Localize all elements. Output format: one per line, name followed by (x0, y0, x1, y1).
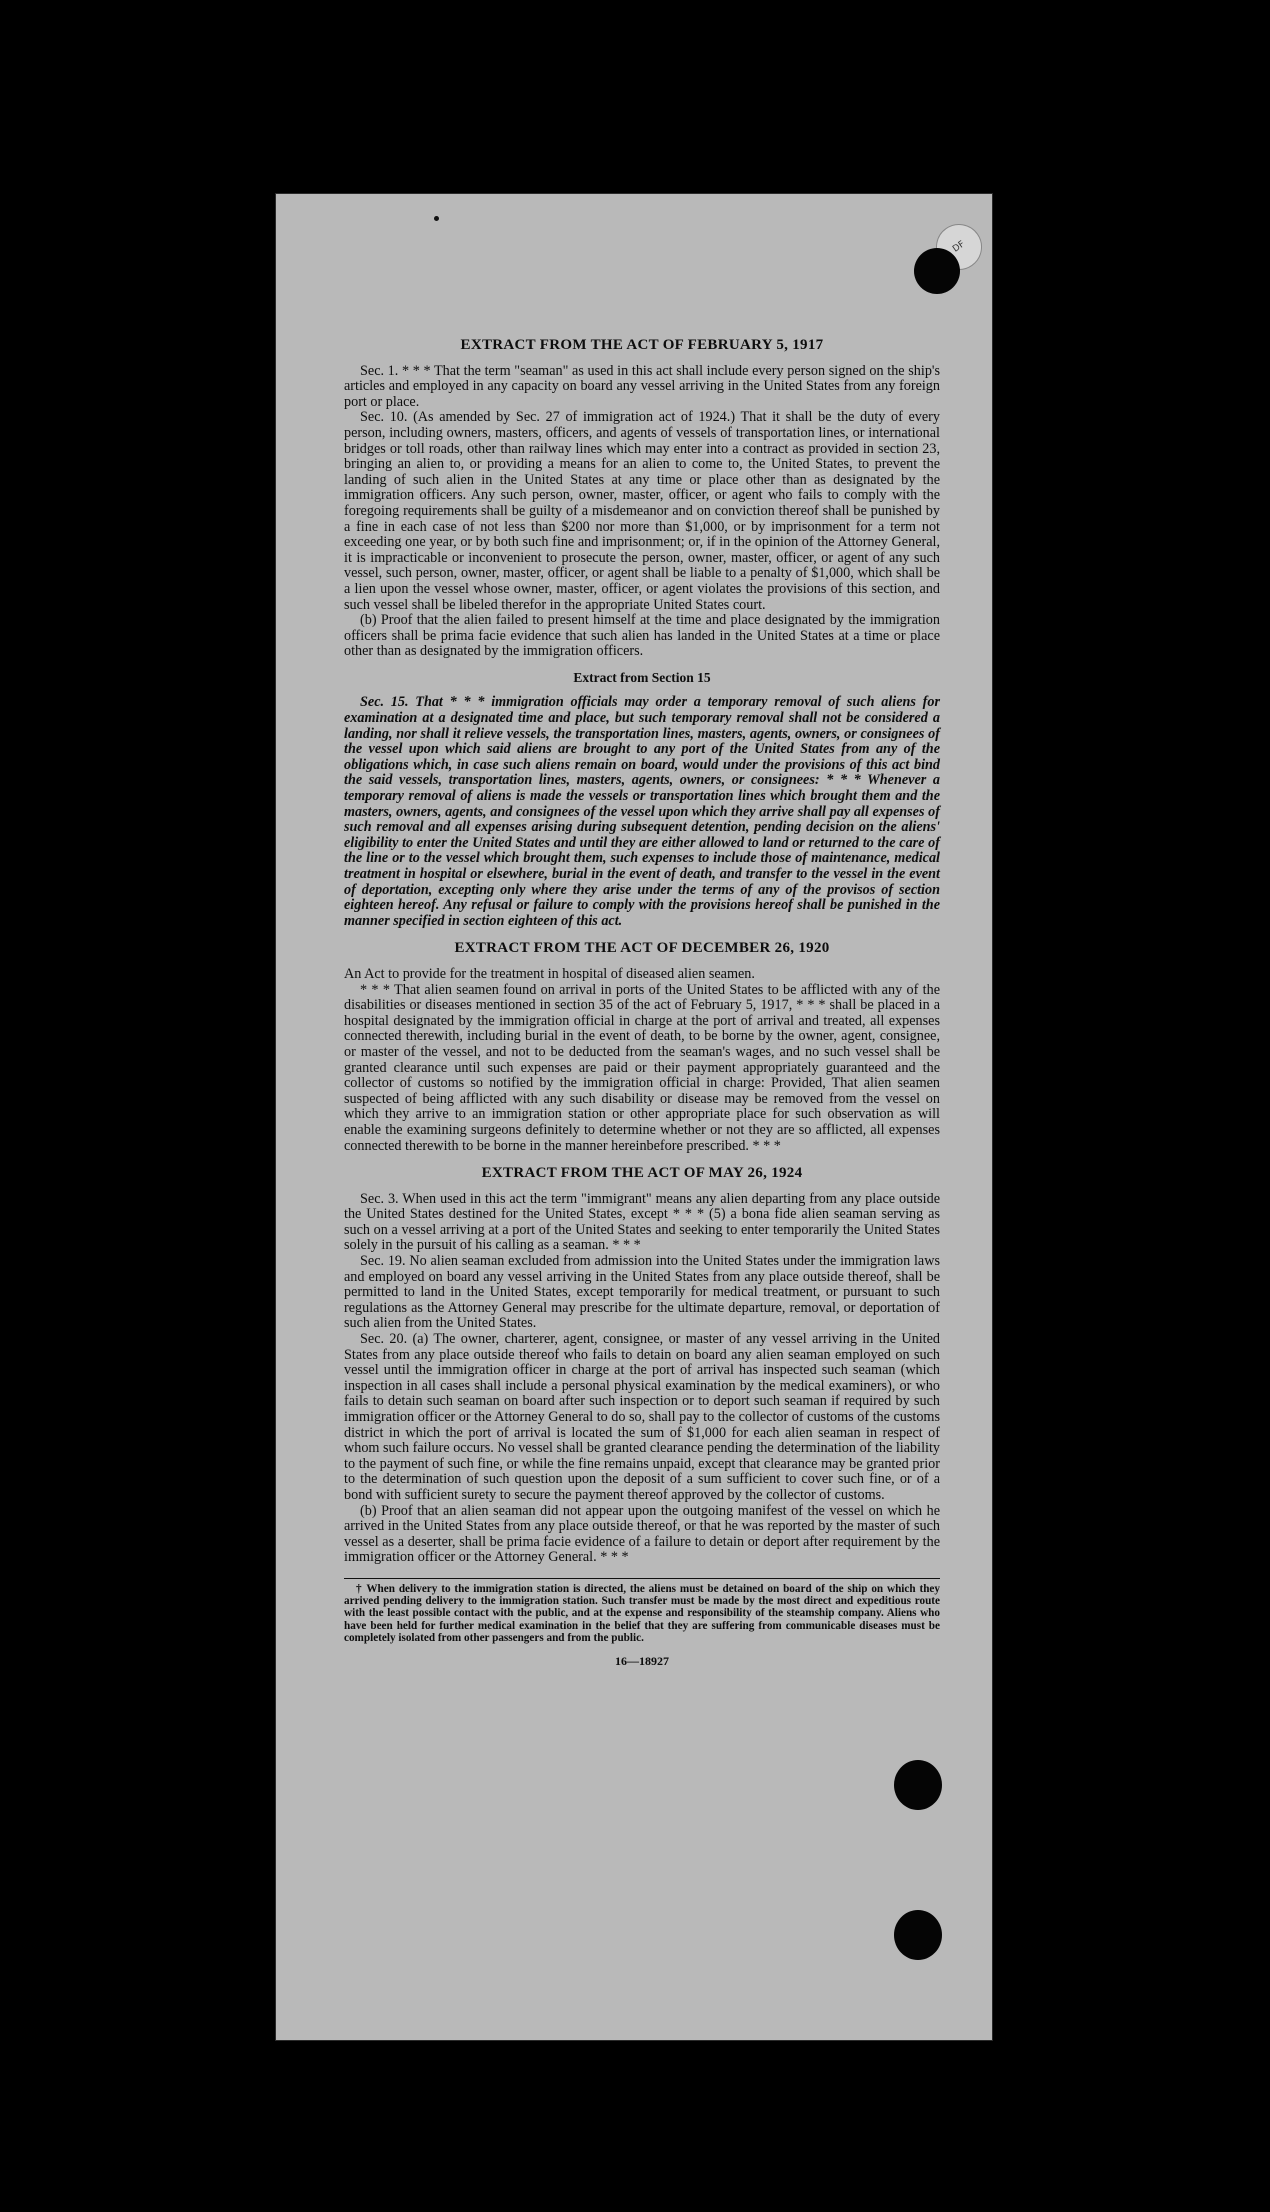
paragraph-1920-title: An Act to provide for the treatment in hospital of diseased alien seamen. (344, 965, 755, 982)
ink-speck (434, 216, 439, 221)
paragraph-1924-sec20a: Sec. 20. (a) The owner, charterer, agent, consignee, or master of any vessel arriving in the United States from any place outside thereof who fails to detain on board any alien seaman employed on such vessel until the immigration officer in charge at the port of arrival has inspected such seaman (which inspection in all cases shall include a personal physical examination by the medical examiners), or who fails to detain such seaman on board after such inspection or to deport such seaman if required by such immigration officer or the Attorney General to do so, shall pay to the collector of customs of the customs district in which the port of arrival is located the sum of $1,000 for each alien seaman in respect of whom such failure occurs. No vessel shall be granted clearance pending the determination of the liability to the payment of such fine, or while the fine remains unpaid, except that clearance may be granted prior to the determination of such question upon the deposit of a sum sufficient to cover such fine, or of a bond with sufficient surety to secure the payment thereof approved by the collector of customs. (344, 1331, 940, 1503)
punch-hole-middle (894, 1760, 942, 1810)
document-body (344, 338, 940, 1670)
form-code: 16—18927 (615, 1653, 669, 1668)
paragraph-sec1: Sec. 1. * * * That the term "seaman" as used in this act shall include every person signed on the ship's articles and employed in any capacity on board any vessel arriving in the United States from any foreign port or place. (344, 362, 940, 410)
heading-act-1917: EXTRACT FROM THE ACT OF FEBRUARY 5, 1917 (460, 337, 824, 353)
heading-act-1924: EXTRACT FROM THE ACT OF MAY 26, 1924 (481, 1165, 803, 1182)
paragraph-1924-sec3: Sec. 3. When used in this act the term "immigrant" means any alien departing from any place outside the United States destined for the United States, except * * * (5) a bona fide alien seaman serving as such on a vessel arriving at a port of the United States and seeking to enter temporarily the United States solely in the pursuit of his calling as a seaman. * * * (344, 1190, 940, 1254)
paragraph-1924-sec20b: (b) Proof that an alien seaman did not appear upon the outgoing manifest of the vessel on which he arrived in the United States from any place outside thereof, or that he was reported by the master of such vessel as a deserter, shall be prima facie evidence of a failure to detain or deport after requirement by the immigration officer or the Attorney General. * * * (344, 1502, 940, 1566)
paragraph-sec10b: (b) Proof that the alien failed to present himself at the time and place designated by the immigration officers shall be prima facie evidence that such alien has landed in the United States at a time or place other than as designated by the immigration officers. (344, 612, 940, 660)
paragraph-1924-sec19: Sec. 19. No alien seaman excluded from admission into the United States under the immigration laws and employed on board any vessel arriving in the United States from any place outside thereof, shall be permitted to land in the United States, except temporarily for medical treatment, or pursuant to such regulations as the Attorney General may prescribe for the ultimate departure, removal, or deportation of such alien from the United States. (344, 1253, 940, 1332)
footnote-divider (344, 1578, 940, 1579)
heading-section-15: Extract from Section 15 (573, 669, 711, 685)
footnote: † When delivery to the immigration station is directed, the aliens must be detained on board of the ship on which they arrived pending delivery to the immigration station. Such transfer must be made by the most direct and expeditious route with the least possible contact with the public, and at the expense and responsibility of the steamship company. Aliens who have been held for further medical examination in the belief that they are suffering from communicable diseases must be completely isolated from other passengers and from the public. (344, 1582, 940, 1644)
paragraph-sec15: Sec. 15. That * * * immigration officials may order a temporary removal of such aliens for examination at a designated time and place, but such temporary removal shall not be considered a landing, nor shall it relieve vessels, the transportation lines, masters, agents, owners, or consignees of the vessel upon which said aliens are brought to any port of the United States from any of the obligations which, in case such aliens remain on board, would under the provisions of this act bind the said vessels, transportation lines, masters, agents, owners, or consignees: * * * Whenever a temporary removal of aliens is made the vessels or transportation lines which brought them and the masters, owners, agents, and consignees of the vessel upon which they arrive shall pay all expenses of such removal and all expenses arising during subsequent detention, pending decision on the aliens' eligibility to enter the United States and until they are either allowed to land or returned to the care of the line or to the vessel which brought them, such expenses to include those of maintenance, medical treatment in hospital or elsewhere, burial in the event of death, and transfer to the vessel in the event of deportation, excepting only where they arise under the terms of any of the provisos of section eighteen hereof. Any refusal or failure to comply with the provisions hereof shall be punished in the manner specified in section eighteen of this act. (344, 694, 940, 929)
paragraph-1920-body: * * * That alien seamen found on arrival in ports of the United States to be afflicted with any of the disabilities or diseases mentioned in section 35 of the act of February 5, 1917, * * * shall be placed in a hospital designated by the immigration official in charge at the port of arrival and treated, all expenses connected therewith, including burial in the event of death, to be borne by the owner, agent, consignee, or master of the vessel, and not to be deducted from the seaman's wages, and no such vessel shall be granted clearance until such expenses are paid or their payment appropriately guaranteed and the collector of customs so notified by the immigration official in charge: Provided, That alien seamen suspected of being afflicted with any such disability or disease may be removed from the vessel on which they arrive to an immigration station or other appropriate place for such observation as will enable the examining surgeons definitely to determine whether or not they are so afflicted, all expenses connected therewith to be borne in the manner hereinbefore prescribed. * * * (344, 981, 940, 1154)
document-sheet (276, 194, 992, 2040)
heading-act-1920: EXTRACT FROM THE ACT OF DECEMBER 26, 1920 (454, 940, 830, 957)
punch-hole-top (914, 248, 960, 294)
archive-stamp: DF (927, 215, 991, 279)
paragraph-sec10: Sec. 10. (As amended by Sec. 27 of immigration act of 1924.) That it shall be the duty of every person, including owners, masters, officers, and agents of vessels of transportation lines, or international bridges or toll roads, other than railway lines which may enter into a contract as provided in section 23, bringing an alien to, or providing a means for an alien to come to, the United States, to prevent the landing of such alien in the United States at any time or place other than as designated by the immigration officers. Any such person, owner, master, officer, or agent who fails to comply with the foregoing requirements shall be guilty of a misdemeanor and on conviction thereof shall be punished by a fine in each case of not less than $200 nor more than $1,000, or by imprisonment for a term not exceeding one year, or by both such fine and imprisonment; or, if in the opinion of the Attorney General, it is impracticable or inconvenient to prosecute the person, owner, master, officer, or agent of any such vessel, such person, owner, master, officer, or agent shall be liable to a penalty of $1,000, which shall be a lien upon the vessel whose owner, master, officer, or agent violates the provisions of this section, and such vessel shall be libeled therefor in the appropriate United States court. (344, 409, 940, 613)
punch-hole-bottom (894, 1910, 942, 1960)
